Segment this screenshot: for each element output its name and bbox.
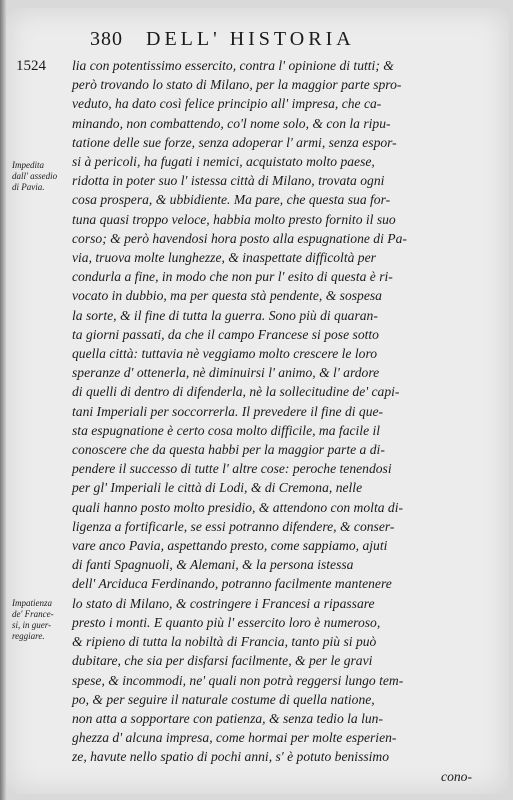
text-line: ridotta in poter suo l' istessa città di Milano, trovata ogni (72, 173, 385, 189)
text-line: spese, & incommodi, ne' quali non potrà reggersi lungo tem- (72, 672, 404, 688)
body-text (72, 56, 492, 786)
text-line: però trovando lo stato di Milano, per la maggior parte spro- (72, 77, 402, 93)
text-line: si à pericoli, ha fugati i nemici, acquistato molto paese, (72, 154, 375, 170)
margin-note-line: reggiare. (12, 631, 45, 641)
text-line: ta giorni passati, da che il campo Francese si pose sotto (72, 326, 379, 342)
text-line: condurla a fine, in modo che non pur l' esito di questa è ri- (72, 269, 393, 285)
margin-note-line: Impatienza (12, 598, 52, 608)
text-line: quella città: tuttavia nè veggiamo molto crescere le loro (72, 346, 378, 362)
text-line: per gl' Imperiali le città di Lodi, & di Cremona, nelle (72, 480, 363, 496)
text-line: corso; & però havendosi hora posto alla espugnatione di Pa- (72, 230, 407, 246)
text-line: tatione delle sue forze, senza adoperar l' armi, senza espor- (72, 134, 397, 150)
text-line: vocato in dubbio, ma per questa stà pendente, & sospesa (72, 288, 382, 304)
text-line: speranze d' ottenerla, nè diminuirsi l' animo, & l' ardore (72, 365, 380, 381)
text-line: tuna quasi troppo veloce, habbia molto presto fornito il suo (72, 211, 396, 227)
running-title: DELL' HISTORIA (146, 28, 355, 50)
text-line: sta espugnatione è certo cosa molto difficile, ma facile il (72, 422, 381, 438)
text-line: via, truova molte lunghezze, & inaspettate difficoltà per (72, 250, 376, 266)
page-number: 380 (90, 28, 123, 50)
text-line: conoscere che da questa habbi per la maggior parte a di- (72, 442, 385, 458)
text-line: dell' Arciduca Ferdinando, potranno facilmente mantenere (72, 576, 392, 592)
text-line: lo stato di Milano, & costringere i Francesi a ripassare (72, 595, 375, 611)
text-line: di quelli di dentro di difenderla, nè la sollecitudine de' capi- (72, 384, 400, 400)
margin-note-1 (12, 160, 72, 193)
text-line: pendere il successo di tutte l' altre cose: peroche tenendosi (72, 461, 392, 477)
text-line: tani Imperiali per soccorrerla. Il prevedere il fine di que- (72, 403, 384, 419)
text-line: quali hanno posto molto presidio, & attendono con molta di- (72, 499, 404, 515)
text-line: di fanti Spagnuoli, & Alemani, & la persona istessa (72, 557, 354, 573)
text-line: veduto, ha dato così felice principio all' impresa, che ca- (72, 96, 382, 112)
text-line: dubitare, che sia per disfarsi facilmente, & per le gravi (72, 653, 373, 669)
page-header (90, 28, 355, 51)
margin-note-line: dall' assedio (12, 171, 58, 181)
text-line: non atta a sopportare con patienza, & senza tedio la lun- (72, 710, 384, 726)
text-line: & ripieno di tutta la nobiltà di Francia, tanto più si può (72, 634, 377, 650)
margin-note-line: si, in guer- (12, 620, 52, 630)
text-line: cono- (441, 768, 472, 784)
text-line: ze, havute nello spatio di pochi anni, s' è potuto benissimo (72, 749, 390, 765)
text-line: po, & per seguire il naturale costume di quella natione, (72, 691, 375, 707)
text-line: vare anco Pavia, aspettando presto, come sappiamo, ajuti (72, 538, 388, 554)
margin-note-line: de' France- (12, 609, 54, 619)
text-line: presto i monti. E quanto più l' essercito loro è numeroso, (72, 614, 381, 630)
margin-year: 1524 (16, 58, 46, 74)
text-line: minando, non combattendo, co'l nome solo, & con la ripu- (72, 115, 391, 131)
margin-note-line: Impedita (12, 160, 44, 170)
margin-note-2 (12, 598, 72, 642)
text-line: ghezza d' alcuna impresa, come hormai per molte esperien- (72, 730, 397, 746)
text-line: lia con potentissimo essercito, contra l' opinione di tutti; & (72, 58, 394, 73)
text-line: ligenza a fortificarle, se essi potranno difendere, & conser- (72, 518, 395, 534)
text-line: la sorte, & il fine di tutta la guerra. Sono più di quaran- (72, 307, 378, 323)
margin-note-line: di Pavia. (12, 182, 45, 192)
text-line: cosa prospera, & ubbidiente. Ma pare, che questa sua for- (72, 192, 391, 208)
